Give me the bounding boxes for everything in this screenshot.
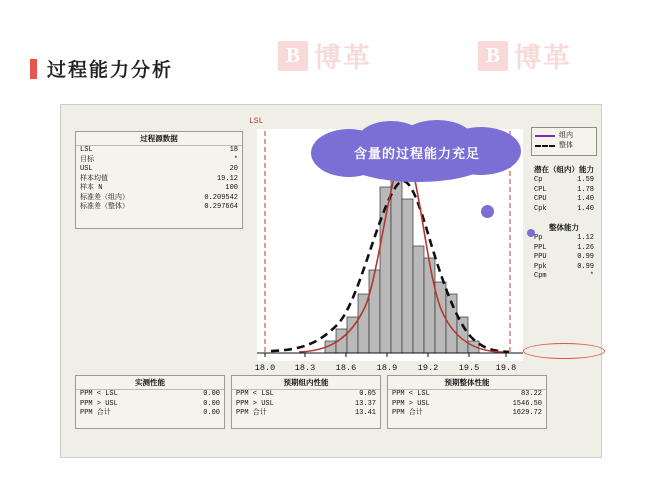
table-header: 预期组内性能	[232, 376, 380, 390]
row-key: PPU	[534, 253, 547, 261]
table-row	[76, 156, 242, 166]
table-row	[531, 195, 597, 205]
row-value: 0.05	[359, 390, 376, 398]
row-key: LSL	[80, 146, 93, 154]
row-key: Cpk	[534, 204, 547, 213]
table-header: 实测性能	[76, 376, 224, 390]
row-value: 0.297664	[204, 203, 238, 211]
row-value: 100	[225, 184, 238, 192]
row-key: USL	[80, 165, 93, 173]
row-key: Cpm	[534, 272, 547, 280]
watermark-top-center	[278, 36, 372, 75]
row-key: CPU	[534, 195, 547, 203]
process-source-header: 过程源数据	[76, 132, 242, 146]
table-row	[76, 400, 224, 410]
x-tick-label: 18.9	[376, 363, 398, 373]
row-value: 1.78	[577, 185, 594, 194]
table-row	[76, 390, 224, 400]
row-value: 1629.72	[512, 409, 542, 417]
row-key: PPM < LSL	[236, 390, 274, 398]
within-line-icon	[535, 135, 555, 137]
chart-legend	[531, 127, 597, 156]
table-row	[531, 263, 597, 273]
table-header: 预期整体性能	[388, 376, 546, 390]
legend-item-overall	[535, 141, 593, 151]
row-value: 0.209542	[204, 193, 238, 202]
capability-report-panel	[60, 104, 602, 458]
overall-capability-table	[531, 222, 597, 282]
table-row	[232, 409, 380, 419]
table-row	[388, 400, 546, 410]
row-value: 1.40	[577, 204, 594, 213]
row-key: Pp	[534, 234, 543, 242]
row-key: Cp	[534, 176, 543, 184]
row-value: 1.12	[577, 234, 594, 242]
callout-text: 含量的过程能力充足	[353, 146, 480, 161]
table-row	[76, 146, 242, 156]
row-value: 0.99	[577, 253, 594, 261]
cpk-highlight-ellipse	[523, 343, 605, 359]
row-key: 样本 N	[80, 184, 103, 192]
watermark-top-right	[478, 36, 572, 75]
row-key: Ppk	[534, 262, 547, 271]
table-row	[388, 390, 546, 400]
table-row	[76, 409, 224, 419]
title-accent-bar	[30, 59, 37, 79]
row-value: 0.00	[203, 409, 220, 417]
watermark-text: 博革	[314, 43, 372, 73]
overall-line-icon	[535, 145, 555, 147]
table-row	[531, 272, 597, 282]
table-row	[232, 400, 380, 410]
table-row	[76, 175, 242, 185]
row-key: PPM > USL	[392, 399, 430, 408]
x-axis-tick-labels	[254, 363, 523, 375]
legend-label: 整体	[559, 142, 573, 150]
x-tick-label: 18.0	[254, 363, 276, 373]
row-value: *	[233, 155, 238, 164]
statistics-column	[531, 127, 597, 282]
row-value: 0.00	[203, 399, 220, 408]
callout-bubble-small	[527, 229, 535, 237]
row-key: PPM 合计	[80, 409, 111, 417]
row-key: PPM 合计	[392, 409, 423, 417]
row-value: 1546.50	[512, 399, 542, 408]
potential-capability-table	[531, 164, 597, 214]
row-key: PPM < LSL	[392, 390, 430, 398]
row-key: CPL	[534, 185, 547, 194]
row-key: 目标	[80, 155, 94, 164]
page-title	[30, 55, 173, 82]
row-value: 20	[229, 165, 238, 173]
row-value: 0.99	[577, 262, 594, 271]
overall-header: 整体能力	[549, 225, 579, 233]
x-tick-label: 18.6	[335, 363, 357, 373]
callout-bubble-large	[481, 205, 494, 218]
table-row	[531, 186, 597, 196]
page-title-text: 过程能力分析	[47, 60, 174, 81]
row-value: 1.59	[577, 176, 594, 184]
table-row	[531, 234, 597, 244]
row-value: 13.37	[354, 399, 376, 408]
table-row	[531, 253, 597, 263]
row-value: 18	[229, 146, 238, 154]
row-value: *	[589, 272, 594, 280]
row-key: PPM 合计	[236, 409, 267, 417]
row-key: PPM > USL	[80, 399, 118, 408]
callout-cloud	[309, 119, 525, 183]
row-value: 1.40	[577, 195, 594, 203]
row-key: PPM > USL	[236, 399, 274, 408]
row-key: 样本均值	[80, 174, 108, 183]
row-value: 19.12	[216, 174, 238, 183]
watermark-logo-icon: B	[478, 41, 508, 71]
table-row	[76, 165, 242, 175]
watermark-logo-icon: B	[278, 41, 308, 71]
watermark-text: 博革	[514, 43, 572, 73]
row-value: 0.00	[203, 390, 220, 398]
table-row	[531, 244, 597, 254]
table-row	[232, 390, 380, 400]
legend-item-within	[535, 131, 593, 141]
row-value: 1.26	[577, 243, 594, 252]
row-key: 标准差（整体）	[80, 203, 129, 211]
x-tick-label: 19.8	[495, 363, 517, 373]
expected-overall-performance-table	[387, 375, 547, 429]
table-row	[388, 409, 546, 419]
x-tick-label: 19.2	[417, 363, 439, 373]
process-source-table	[75, 131, 243, 229]
potential-header: 潜在（组内）能力	[534, 167, 594, 175]
row-value: 83.22	[520, 390, 542, 398]
expected-within-performance-table	[231, 375, 381, 429]
row-key: PPM < LSL	[80, 390, 118, 398]
table-row	[531, 205, 597, 215]
x-tick-label: 18.3	[294, 363, 316, 373]
x-tick-label: 19.5	[458, 363, 480, 373]
table-row	[76, 203, 242, 213]
row-value: 13.41	[354, 409, 376, 417]
table-row	[76, 194, 242, 204]
table-row	[76, 184, 242, 194]
table-row	[531, 176, 597, 186]
legend-label: 组内	[559, 132, 573, 140]
lsl-label: LSL	[249, 117, 264, 126]
row-key: PPL	[534, 243, 547, 252]
observed-performance-table	[75, 375, 225, 429]
row-key: 标准差（组内）	[80, 193, 129, 202]
